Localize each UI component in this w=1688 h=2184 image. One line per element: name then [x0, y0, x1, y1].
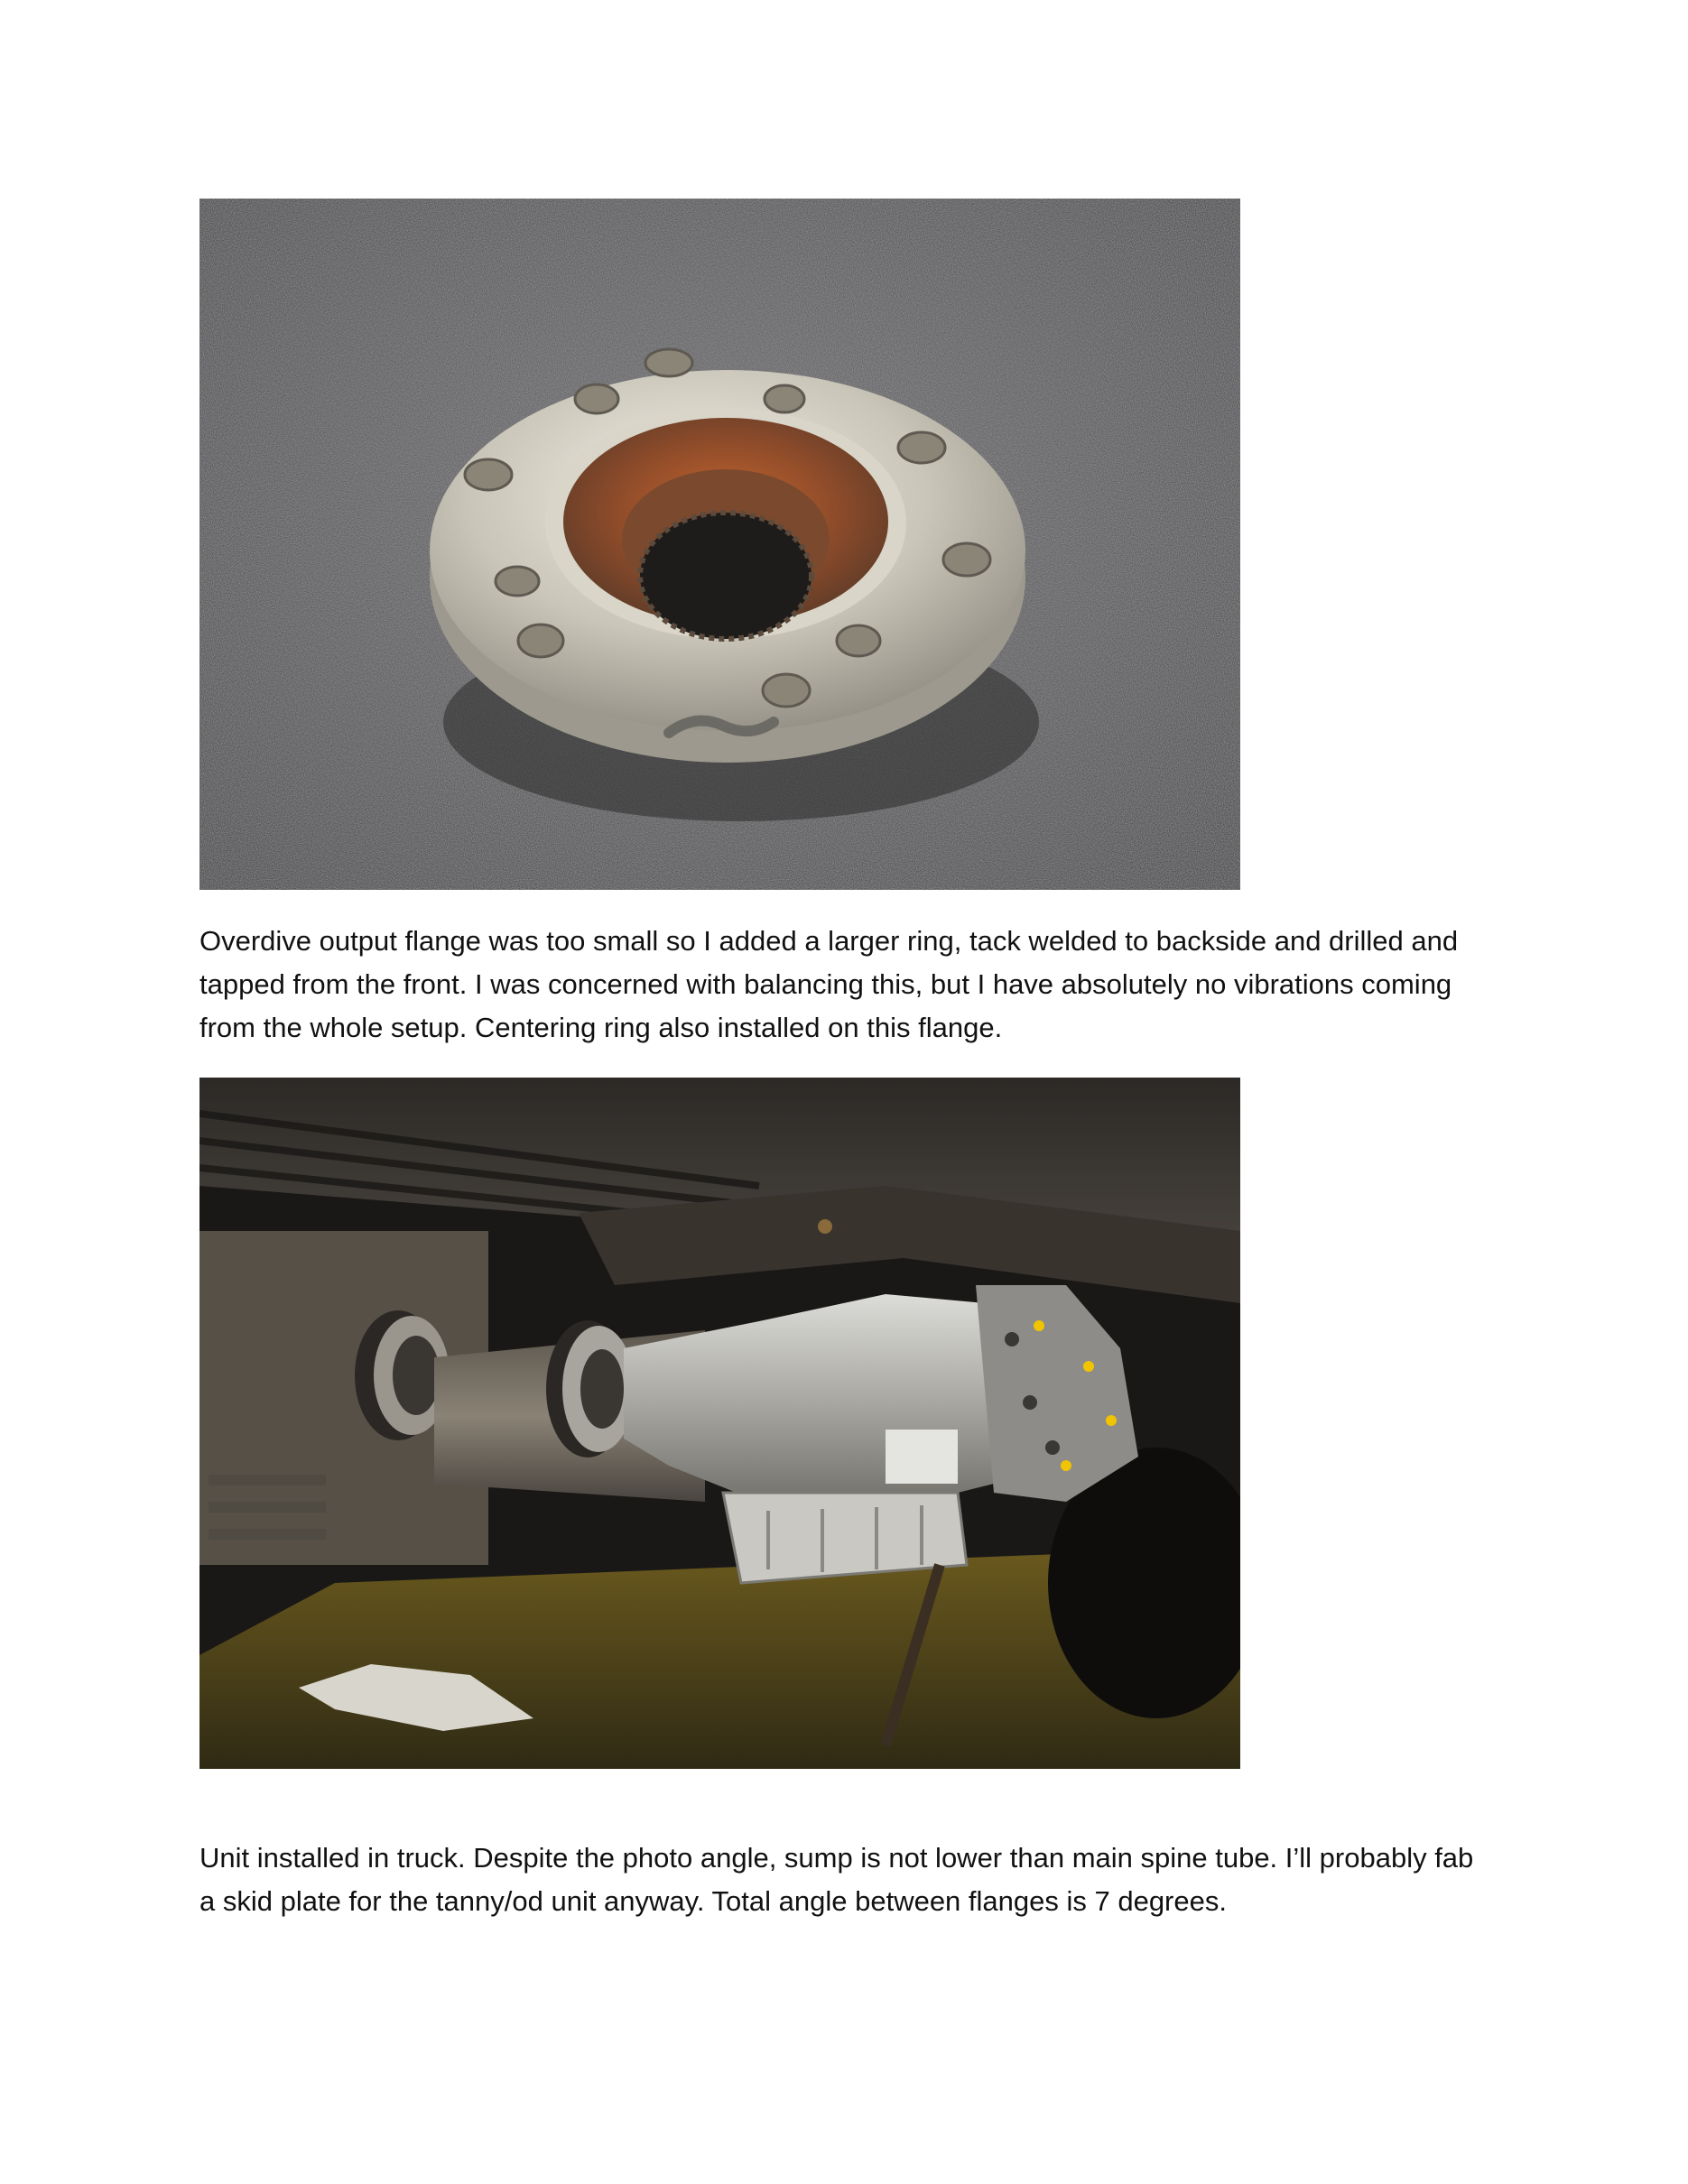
flange-caption [199, 920, 1499, 1050]
flange-photo-image [199, 199, 1240, 890]
installed-unit-photo [199, 1078, 1240, 1769]
flange-photo [199, 199, 1240, 890]
caption-line: Unit installed in truck. Despite the photo angle, sump is not lower than main spine tube. I’ll probably fab [199, 1842, 1474, 1874]
caption-line: tapped from the front. I was concerned with balancing this, but I have absolutely no vibrations coming [199, 968, 1452, 1000]
caption-line: from the whole setup. Centering ring also installed on this flange. [199, 1012, 1003, 1043]
installed-unit-caption [199, 1837, 1499, 1923]
installed-unit-photo-image [199, 1078, 1240, 1769]
caption-line: Overdive output flange was too small so I added a larger ring, tack welded to backside and drilled and [199, 925, 1459, 957]
caption-line: a skid plate for the tanny/od unit anyway. Total angle between flanges is 7 degrees. [199, 1885, 1227, 1917]
